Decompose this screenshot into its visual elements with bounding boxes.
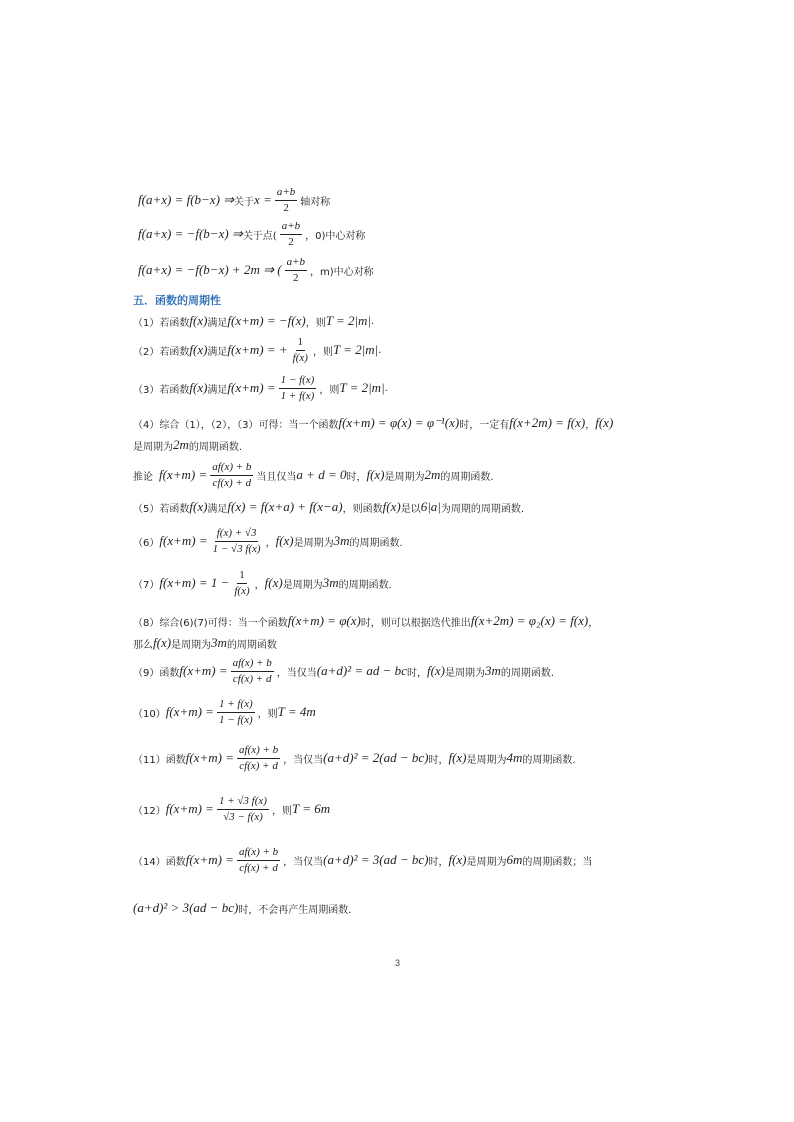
text: 的周期函数. [338,579,392,591]
item-number: （8） [133,617,160,629]
text: 的周期函数. [440,471,494,483]
section-heading: 五．函数的周期性 [133,294,221,307]
text: 函数 [159,667,180,679]
equation: (a+d)² > 3(ad − bc) [133,900,239,915]
item-8 [133,613,598,629]
text: ，则 [271,805,292,817]
equation: f(x+m) = [227,380,276,396]
numerator: 1 + √3 f(x) [217,795,269,810]
equation: f(x+m) = [185,750,234,766]
fraction [211,527,263,555]
equation: f(x+m) = φ(x) [287,613,361,628]
equation: f(x+m) = 1 − [159,575,230,591]
fraction [237,846,280,874]
numerator: af(x) + b [210,461,253,476]
text: 时， [428,856,449,868]
item-number: （9） [133,667,160,679]
text: 若函数 [159,503,190,515]
fraction [291,336,310,364]
text: ，0)中心对称 [305,230,366,242]
text: 是以 [400,503,421,515]
equation: f(x+2m) = f(x) [509,415,586,430]
equation: T = 2|m| [332,342,379,358]
text: 是周期为 [282,579,323,591]
text: ，当仅当 [283,754,324,766]
text: 若函数 [159,384,190,396]
text: ， [588,617,599,629]
text: 综合（1），（2），（3）可得：当一个函数 [159,419,339,431]
text: ，则 [305,317,326,329]
denominator: 2 [288,235,294,248]
text: 的周期函数. [500,667,555,679]
equation: f(x+m) = [179,663,228,679]
text: . [384,382,388,394]
fraction [210,461,253,489]
item-number: （5） [133,503,160,515]
equation: f(x) [189,380,208,396]
text: ，当仅当 [276,667,317,679]
text: 是周期为 [466,856,507,868]
equation: 2m [424,467,441,483]
text: 的周期函数；当 [522,856,593,868]
equation: f(x+m) = [159,467,208,483]
equation: f(x) [189,499,208,514]
item-6 [133,527,403,555]
denominator: cf(x) + d [232,672,272,685]
numerator: a+b [280,220,302,235]
denominator: cf(x) + d [239,759,278,772]
equation: T = 2|m| [325,313,372,328]
text: 函数 [165,856,186,868]
item-number: （7） [133,579,160,591]
text: 时，不会再产生周期函数. [238,904,352,916]
text: 的周期函数. [188,441,243,453]
equation: f(x+m) = −f(x) [227,313,306,328]
item-10 [133,698,316,726]
equation: f(x) [595,415,614,430]
numerator: af(x) + b [237,744,280,759]
equation: f(x) [153,635,172,650]
equation: f(x) [448,750,467,766]
text: ，则 [257,708,278,720]
text: 那么 [133,639,153,651]
equation: f(x+m) = [185,852,234,868]
text: 时， [406,667,427,679]
item-number: （12） [133,805,166,817]
item-number: （1） [133,317,160,329]
symmetry-line-2 [138,220,365,248]
equation: f(x+2m) = φ₂(x) = f(x) [470,613,589,628]
page-number: 3 [395,958,401,968]
text: ，则 [312,346,333,358]
text: 函数 [165,754,186,766]
numerator: af(x) + b [231,657,274,672]
equation: f(x) [366,467,385,483]
corollary [133,461,494,489]
text: 是周期为 [384,471,425,483]
equation: a + d = 0 [296,467,347,483]
fraction [275,186,297,214]
text: 关于点( [242,230,277,242]
text: 关于 [234,196,255,208]
numerator: f(x) + √3 [215,527,259,542]
text: ，则 [319,384,340,396]
equation: f(x) [189,313,208,328]
equation: f(x+m) = [165,704,214,720]
equation: (a+d)² = ad − bc [316,663,407,679]
equation: 3m [211,635,227,650]
text: ， [265,537,276,549]
equation: f(x+m) = + [227,342,288,358]
text: 满足 [207,317,228,329]
text: 是周期为 [133,441,173,453]
equation: f(x) [448,852,467,868]
symmetry-line-1 [138,186,330,214]
text: 的周期函数. [349,537,403,549]
fraction [279,374,317,402]
item-1 [133,313,374,329]
text: ，则函数 [342,503,383,515]
text: 是周期为 [293,537,334,549]
equation: x = [254,192,272,208]
denominator: 2 [293,271,299,284]
text: 时， [346,471,367,483]
text: 若函数 [159,317,190,329]
text: 轴对称 [300,196,331,208]
text: 满足 [207,503,228,515]
equation: 3m [485,663,501,679]
equation: 6|a| [420,499,441,514]
item-number: （10） [133,708,166,720]
fraction [217,698,255,726]
text: 是周期为 [445,667,485,679]
numerator: a+b [285,256,307,271]
denominator: cf(x) + d [212,476,252,489]
text: . [378,344,382,356]
item-number: （6） [133,537,160,549]
item-12 [133,795,330,823]
denominator: 1 − √3 f(x) [212,542,261,555]
equation: f(a+x) = −f(b−x) ⇒ [138,226,243,242]
denominator: 2 [283,201,289,214]
equation: T = 6m [291,801,331,817]
text: 的周期函数. [522,754,576,766]
equation: f(x) [382,499,401,514]
text: 为周期的周期函数. [440,503,525,515]
fraction [217,795,269,823]
text: 是周期为 [171,639,212,651]
numerator: 1 [296,336,306,351]
denominator: √3 − f(x) [223,810,263,823]
text: 推论 [133,471,153,483]
denominator: 1 − f(x) [218,713,253,726]
equation: f(x) [264,575,283,591]
text: ， [585,419,596,431]
equation: (a+d)² = 3(ad − bc) [323,852,429,868]
denominator: f(x) [234,584,250,597]
equation: f(x+m) = φ(x) = φ⁻¹(x) [338,415,460,430]
item-number: （2） [133,346,160,358]
equation: 3m [322,575,339,591]
text: 时，则可以根据迭代推出 [360,617,471,629]
item-5 [133,499,524,515]
equation: 6m [506,852,523,868]
text: 若函数 [159,346,190,358]
item-8-line-2 [133,635,277,651]
equation: f(x+m) = [159,533,208,549]
equation: T = 2|m| [339,380,385,396]
item-number: （4） [133,419,160,431]
numerator: 1 [237,569,247,584]
fraction [232,569,251,597]
text: 当且仅当 [256,471,297,483]
equation: f(x+m) = [165,801,214,817]
equation: 2m [173,437,189,452]
item-7 [133,569,392,597]
equation: f(a+x) = f(b−x) ⇒ [138,192,235,208]
item-number: （11） [133,754,166,766]
text: ，当仅当 [283,856,324,868]
item-9 [133,657,554,685]
text: 是周期为 [466,754,507,766]
fraction [231,657,274,685]
symmetry-line-3 [138,256,374,284]
text: 的周期函数 [226,639,277,651]
equation: 4m [506,750,523,766]
text: 综合(6)(7)可得：当一个函数 [159,617,288,629]
text: ， [254,579,265,591]
equation: (a+d)² = 2(ad − bc) [323,750,429,766]
equation: T = 4m [277,704,316,720]
item-2 [133,336,381,364]
numerator: 1 − f(x) [279,374,317,389]
denominator: cf(x) + d [239,861,278,874]
item-number: （3） [133,384,160,396]
text: 满足 [207,346,228,358]
equation: f(x) = f(x+a) + f(x−a) [227,499,343,514]
item-number: （14） [133,856,166,868]
text: . [371,315,375,327]
numerator: 1 + f(x) [217,698,255,713]
item-14 [133,846,592,874]
text: 满足 [207,384,228,396]
item-4 [133,415,613,431]
equation: 3m [333,533,350,549]
text: 时， [428,754,449,766]
text: 时，一定有 [459,419,510,431]
text: ，m)中心对称 [310,266,374,278]
numerator: a+b [275,186,297,201]
fraction [280,220,302,248]
denominator: 1 + f(x) [280,389,315,402]
equation: f(x) [426,663,445,679]
equation: f(a+x) = −f(b−x) + 2m ⇒ ( [138,262,282,278]
equation: f(x) [275,533,294,549]
fraction [285,256,307,284]
fraction [237,744,280,772]
equation: f(x) [189,342,208,358]
item-14-line-2 [133,900,352,916]
item-11 [133,744,576,772]
item-3 [133,374,388,402]
denominator: f(x) [292,351,308,364]
numerator: af(x) + b [237,846,280,861]
item-4-line-2 [133,437,242,453]
